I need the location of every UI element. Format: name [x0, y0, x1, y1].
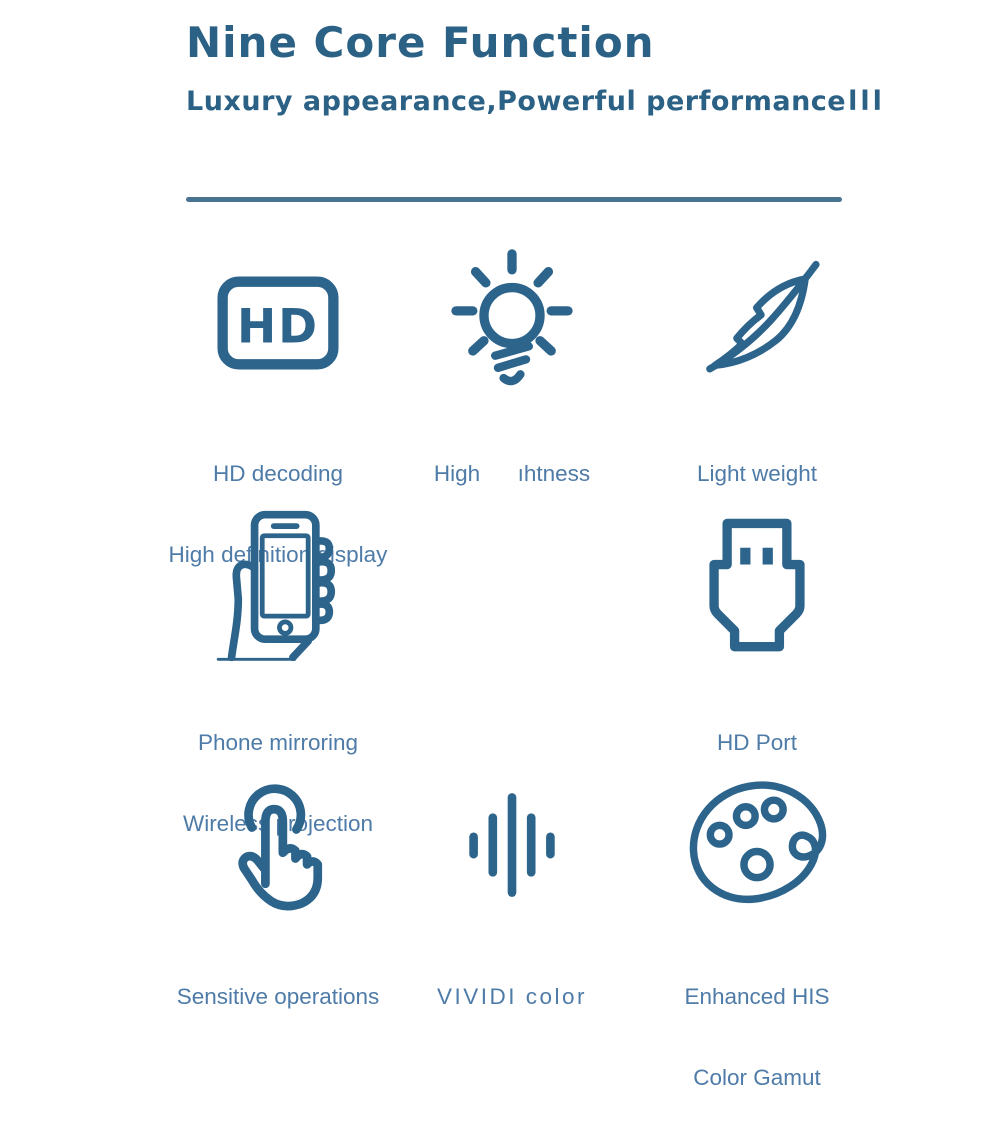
- feature-caption: VIVIDI color: [436, 984, 588, 1009]
- feather-icon: [597, 248, 917, 398]
- feature-enhanced-color-gamut: [597, 775, 917, 1145]
- subtitle-end-marks: lll: [848, 86, 885, 117]
- page-title: Nine Core Function: [186, 18, 655, 67]
- divider-line: [186, 197, 842, 202]
- feature-caption: Phone mirroring Wireless projection: [182, 730, 374, 836]
- subtitle-text: Luxury appearance,Powerful performance: [186, 86, 847, 117]
- feature-caption: Enhanced HIS Color Gamut: [684, 984, 830, 1090]
- feature-caption: HD decoding High definition display: [168, 461, 388, 567]
- hdmi-plug-icon: [597, 508, 917, 663]
- feature-caption: High ıhtness: [433, 461, 591, 486]
- feature-caption: HD Port: [716, 730, 797, 755]
- page-subtitle: [186, 86, 885, 117]
- phone-in-hand-icon: [118, 508, 438, 663]
- feature-caption: Sensitive operations: [176, 984, 380, 1009]
- palette-icon: [597, 775, 917, 915]
- hd-badge-text: HD: [237, 299, 319, 355]
- feature-caption: Light weight: [696, 461, 818, 486]
